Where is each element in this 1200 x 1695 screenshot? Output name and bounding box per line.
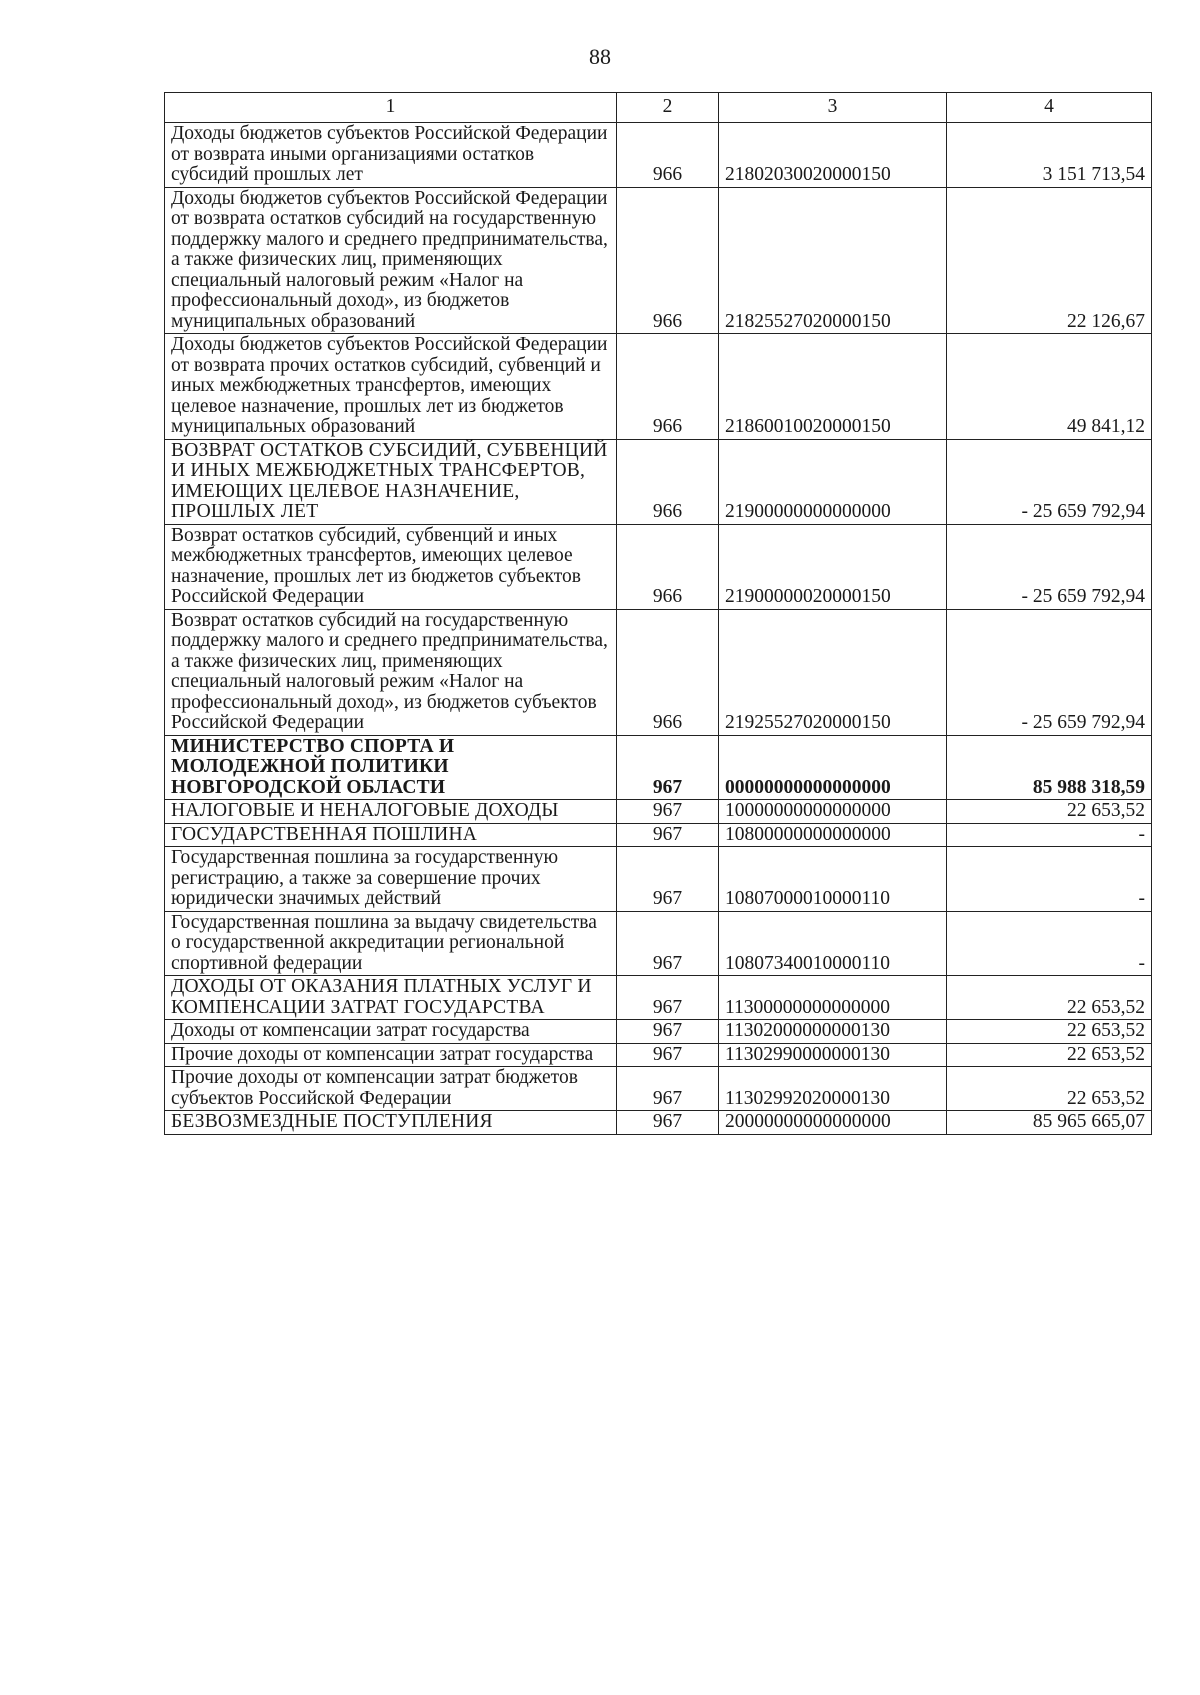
row-description: ДОХОДЫ ОТ ОКАЗАНИЯ ПЛАТНЫХ УСЛУГ И КОМПЕНСАЦИИ ЗАТРАТ ГОСУДАРСТВА — [165, 976, 617, 1020]
row-amount: 3 151 713,54 — [947, 123, 1152, 188]
row-budget-code: 10807000010000110 — [719, 847, 947, 912]
row-amount: - — [947, 823, 1152, 847]
row-budget-code: 10807340010000110 — [719, 911, 947, 976]
row-description: Доходы бюджетов субъектов Российской Федерации от возврата остатков субсидий на государственную поддержку малого и среднего предпринимательства, а также физических лиц, применяющих специальный налоговый режим «Налог на профессиональный доход», из бюджетов муниципальных образований — [165, 187, 617, 334]
row-budget-code: 10800000000000000 — [719, 823, 947, 847]
row-admin-code: 967 — [617, 911, 719, 976]
column-header-3: 3 — [719, 93, 947, 123]
row-amount: - 25 659 792,94 — [947, 439, 1152, 524]
row-budget-code: 11300000000000000 — [719, 976, 947, 1020]
column-header-1: 1 — [165, 93, 617, 123]
table-row — [165, 187, 1152, 334]
table-row — [165, 735, 1152, 800]
table-row — [165, 911, 1152, 976]
row-amount: - 25 659 792,94 — [947, 609, 1152, 735]
row-budget-code: 20000000000000000 — [719, 1111, 947, 1135]
row-admin-code: 967 — [617, 847, 719, 912]
row-budget-code: 11302000000000130 — [719, 1020, 947, 1044]
row-budget-code: 10000000000000000 — [719, 800, 947, 824]
row-description: Прочие доходы от компенсации затрат бюджетов субъектов Российской Федерации — [165, 1067, 617, 1111]
row-amount: 85 988 318,59 — [947, 735, 1152, 800]
column-header-2: 2 — [617, 93, 719, 123]
table-row — [165, 123, 1152, 188]
row-admin-code: 967 — [617, 1043, 719, 1067]
table-row — [165, 1067, 1152, 1111]
row-admin-code: 967 — [617, 823, 719, 847]
page-number: 88 — [589, 44, 611, 69]
row-description: Возврат остатков субсидий, субвенций и иных межбюджетных трансфертов, имеющих целевое назначение, прошлых лет из бюджетов субъектов Российской Федерации — [165, 524, 617, 609]
row-amount: 22 126,67 — [947, 187, 1152, 334]
row-admin-code: 966 — [617, 334, 719, 440]
table-row — [165, 800, 1152, 824]
row-description: Доходы бюджетов субъектов Российской Федерации от возврата иными организациями остатков субсидий прошлых лет — [165, 123, 617, 188]
row-amount: 49 841,12 — [947, 334, 1152, 440]
row-amount: 85 965 665,07 — [947, 1111, 1152, 1135]
table-row — [165, 439, 1152, 524]
row-description: Государственная пошлина за государственную регистрацию, а также за совершение прочих юридически значимых действий — [165, 847, 617, 912]
table-row — [165, 1111, 1152, 1135]
row-amount: 22 653,52 — [947, 1067, 1152, 1111]
row-description: Доходы от компенсации затрат государства — [165, 1020, 617, 1044]
row-admin-code: 966 — [617, 187, 719, 334]
row-admin-code: 967 — [617, 800, 719, 824]
header-row — [165, 93, 1152, 123]
row-budget-code: 11302990000000130 — [719, 1043, 947, 1067]
row-budget-code: 21925527020000150 — [719, 609, 947, 735]
row-budget-code: 21860010020000150 — [719, 334, 947, 440]
row-admin-code: 967 — [617, 735, 719, 800]
row-description: БЕЗВОЗМЕЗДНЫЕ ПОСТУПЛЕНИЯ — [165, 1111, 617, 1135]
table-body — [165, 123, 1152, 1135]
table-row — [165, 1043, 1152, 1067]
row-admin-code: 966 — [617, 439, 719, 524]
row-amount: 22 653,52 — [947, 976, 1152, 1020]
row-description: ГОСУДАРСТВЕННАЯ ПОШЛИНА — [165, 823, 617, 847]
row-admin-code: 967 — [617, 1067, 719, 1111]
row-budget-code: 21900000000000000 — [719, 439, 947, 524]
row-description: НАЛОГОВЫЕ И НЕНАЛОГОВЫЕ ДОХОДЫ — [165, 800, 617, 824]
row-admin-code: 967 — [617, 976, 719, 1020]
row-budget-code: 00000000000000000 — [719, 735, 947, 800]
table-row — [165, 847, 1152, 912]
row-admin-code: 966 — [617, 524, 719, 609]
row-amount: 22 653,52 — [947, 800, 1152, 824]
row-admin-code: 966 — [617, 609, 719, 735]
row-admin-code: 967 — [617, 1020, 719, 1044]
table-row — [165, 524, 1152, 609]
row-description: ВОЗВРАТ ОСТАТКОВ СУБСИДИЙ, СУБВЕНЦИЙ И ИНЫХ МЕЖБЮДЖЕТНЫХ ТРАНСФЕРТОВ, ИМЕЮЩИХ ЦЕЛЕВОЕ НАЗНАЧЕНИЕ, ПРОШЛЫХ ЛЕТ — [165, 439, 617, 524]
table-row — [165, 609, 1152, 735]
table-row — [165, 823, 1152, 847]
row-description: Доходы бюджетов субъектов Российской Федерации от возврата прочих остатков субсидий, субвенций и иных межбюджетных трансфертов, имеющих целевое назначение, прошлых лет из бюджетов муниципальных образований — [165, 334, 617, 440]
row-amount: 22 653,52 — [947, 1043, 1152, 1067]
table-row — [165, 976, 1152, 1020]
row-budget-code: 21900000020000150 — [719, 524, 947, 609]
row-amount: - — [947, 847, 1152, 912]
row-description: Возврат остатков субсидий на государственную поддержку малого и среднего предпринимательства, а также физических лиц, применяющих специальный налоговый режим «Налог на профессиональный доход», из бюджетов субъектов Российской Федерации — [165, 609, 617, 735]
row-description: МИНИСТЕРСТВО СПОРТА И МОЛОДЕЖНОЙ ПОЛИТИКИ НОВГОРОДСКОЙ ОБЛАСТИ — [165, 735, 617, 800]
table-row — [165, 334, 1152, 440]
row-admin-code: 967 — [617, 1111, 719, 1135]
row-description: Государственная пошлина за выдачу свидетельства о государственной аккредитации региональной спортивной федерации — [165, 911, 617, 976]
row-admin-code: 966 — [617, 123, 719, 188]
row-budget-code: 21802030020000150 — [719, 123, 947, 188]
row-description: Прочие доходы от компенсации затрат государства — [165, 1043, 617, 1067]
row-amount: 22 653,52 — [947, 1020, 1152, 1044]
revenue-table — [164, 92, 1152, 1135]
row-budget-code: 11302992020000130 — [719, 1067, 947, 1111]
row-amount: - — [947, 911, 1152, 976]
column-header-4: 4 — [947, 93, 1152, 123]
table-row — [165, 1020, 1152, 1044]
row-budget-code: 21825527020000150 — [719, 187, 947, 334]
row-amount: - 25 659 792,94 — [947, 524, 1152, 609]
